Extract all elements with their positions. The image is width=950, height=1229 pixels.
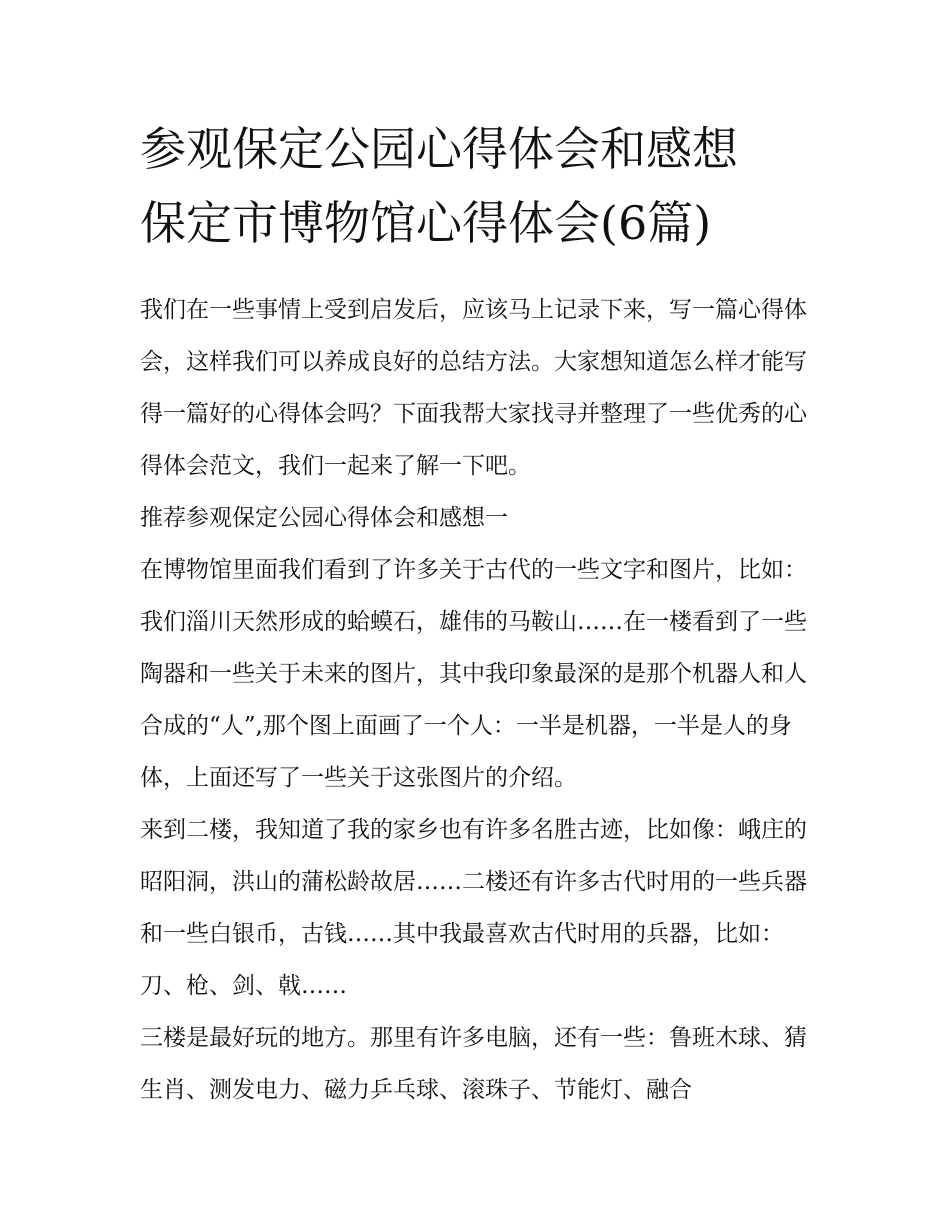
document-title	[140, 112, 812, 260]
intro-paragraph: 我们在一些事情上受到启发后，应该马上记录下来，写一篇心得体会，这样我们可以养成良好的总结方法。大家想知道怎么样才能写得一篇好的心得体会吗？下面我帮大家找寻并整理了一些优秀的心得体会范文，我们一起来了解一下吧。	[140, 297, 807, 479]
body-paragraph-2: 来到二楼，我知道了我的家乡也有许多名胜古迹，比如像：峨庄的昭阳洞，洪山的蒲松龄故居……二楼还有许多古代时用的一些兵器和一些白银币，古钱……其中我最喜欢古代时用的兵器，比如：刀、枪、剑、戟……	[140, 817, 807, 999]
body-paragraph-1: 在博物馆里面我们看到了许多关于古代的一些文字和图片，比如：我们淄川天然形成的蛤蟆石，雄伟的马鞍山……在一楼看到了一些陶器和一些关于未来的图片，其中我印象最深的是那个机器人和人合成的“人”,那个图上面画了一个人：一半是机器，一半是人的身体，上面还写了一些关于这张图片的介绍。	[140, 557, 807, 791]
title-line-2: 保定市博物馆心得体会(6篇)	[140, 196, 712, 250]
section-heading: 推荐参观保定公园心得体会和感想一	[140, 505, 508, 531]
body-paragraph-3: 三楼是最好玩的地方。那里有许多电脑，还有一些：鲁班木球、猜生肖、测发电力、磁力乒乓球、滚珠子、节能灯、融合	[140, 1025, 807, 1103]
document-content	[140, 112, 812, 1116]
title-line-1: 参观保定公园心得体会和感想	[140, 122, 738, 176]
